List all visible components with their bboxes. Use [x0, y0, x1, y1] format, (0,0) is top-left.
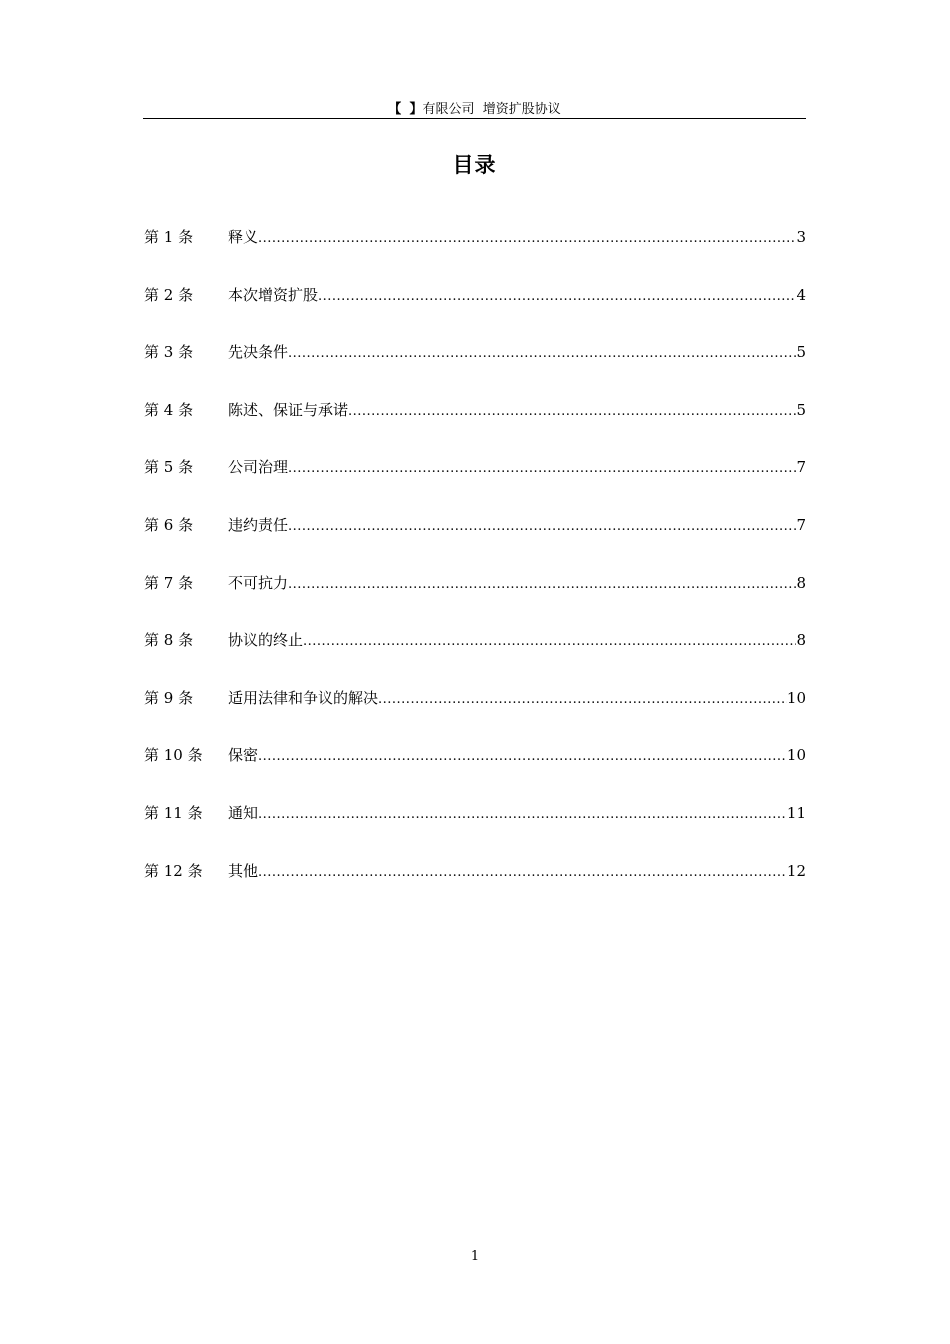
toc-entry-number: 第 4 条: [144, 400, 194, 419]
toc-entry-page: 8: [796, 573, 806, 592]
toc-entry-label: 保密: [228, 746, 259, 765]
toc-entry[interactable]: [144, 744, 806, 802]
toc-entry-leader: [258, 860, 787, 884]
header-company: 有限公司: [422, 102, 475, 117]
toc-entry-label: 通知: [228, 803, 259, 822]
toc-entry[interactable]: [144, 629, 806, 687]
toc-entry[interactable]: [144, 572, 806, 630]
toc-entry-number: 第 3 条: [144, 343, 194, 362]
toc-entry[interactable]: [144, 456, 806, 514]
header-bracket-close: 】: [409, 102, 423, 117]
toc-entry-page: 7: [796, 458, 806, 477]
page-number: 1: [470, 1249, 480, 1264]
toc-entry-leader: [288, 572, 796, 596]
toc-entry-number: 第 11 条: [144, 803, 203, 822]
toc-entry-label: 公司治理: [228, 458, 289, 477]
toc-entry-label: 协议的终止: [228, 631, 304, 650]
toc-title: 目录: [452, 152, 497, 177]
toc-entry-number: 第 9 条: [144, 688, 194, 707]
toc-entry[interactable]: [144, 860, 806, 918]
toc-entry[interactable]: [144, 226, 806, 284]
running-header: [143, 101, 806, 119]
toc-entry-label: 不可抗力: [228, 573, 289, 592]
toc-entry-number: 第 2 条: [144, 285, 194, 304]
toc-entry[interactable]: [144, 284, 806, 342]
toc-entry[interactable]: [144, 399, 806, 457]
toc-entry[interactable]: [144, 514, 806, 572]
toc-entry-number: 第 6 条: [144, 515, 194, 534]
toc-entry-page: 12: [786, 861, 806, 880]
toc-entry-leader: [318, 284, 796, 308]
toc-entry-leader: [378, 687, 787, 711]
header-bracket-open: 【: [388, 102, 402, 117]
toc-entry-label: 释义: [228, 228, 259, 246]
toc-entry-page: 7: [796, 515, 806, 534]
toc-entry-leader: [258, 744, 787, 768]
table-of-contents: [144, 226, 806, 917]
toc-entry-leader: [288, 514, 796, 538]
toc-entry-label: 违约责任: [228, 515, 289, 534]
toc-entry-page: 5: [796, 343, 806, 362]
toc-entry-number: 第 8 条: [144, 631, 194, 650]
toc-entry-page: 11: [786, 803, 806, 822]
toc-entry-page: 4: [796, 285, 806, 304]
toc-entry-page: 10: [786, 688, 806, 707]
toc-entry-label: 本次增资扩股: [228, 285, 319, 304]
toc-entry-leader: [258, 802, 787, 826]
toc-entry-label: 陈述、保证与承诺: [228, 400, 349, 419]
header-document-title: 增资扩股协议: [482, 102, 561, 117]
toc-entry-leader: [288, 341, 796, 365]
toc-entry-label: 适用法律和争议的解决: [228, 688, 379, 707]
toc-entry-page: 10: [786, 746, 806, 765]
toc-entry-number: 第 7 条: [144, 573, 194, 592]
toc-entry-leader: [288, 456, 796, 480]
header-rule: [143, 118, 806, 119]
toc-entry-leader: [258, 226, 796, 250]
toc-entry-number: 第 1 条: [144, 228, 194, 246]
toc-entry-number: 第 12 条: [144, 861, 203, 880]
toc-entry-label: 其他: [228, 861, 259, 880]
toc-entry-leader: [303, 629, 796, 653]
toc-entry-page: 5: [796, 400, 806, 419]
toc-entry-page: 8: [796, 631, 806, 650]
toc-entry-label: 先决条件: [228, 343, 289, 362]
toc-entry[interactable]: [144, 687, 806, 745]
toc-entry-leader: [348, 399, 796, 423]
toc-entry-number: 第 5 条: [144, 458, 194, 477]
toc-entry[interactable]: [144, 341, 806, 399]
toc-entry[interactable]: [144, 802, 806, 860]
toc-entry-number: 第 10 条: [144, 746, 203, 765]
toc-entry-page: 3: [796, 228, 806, 246]
